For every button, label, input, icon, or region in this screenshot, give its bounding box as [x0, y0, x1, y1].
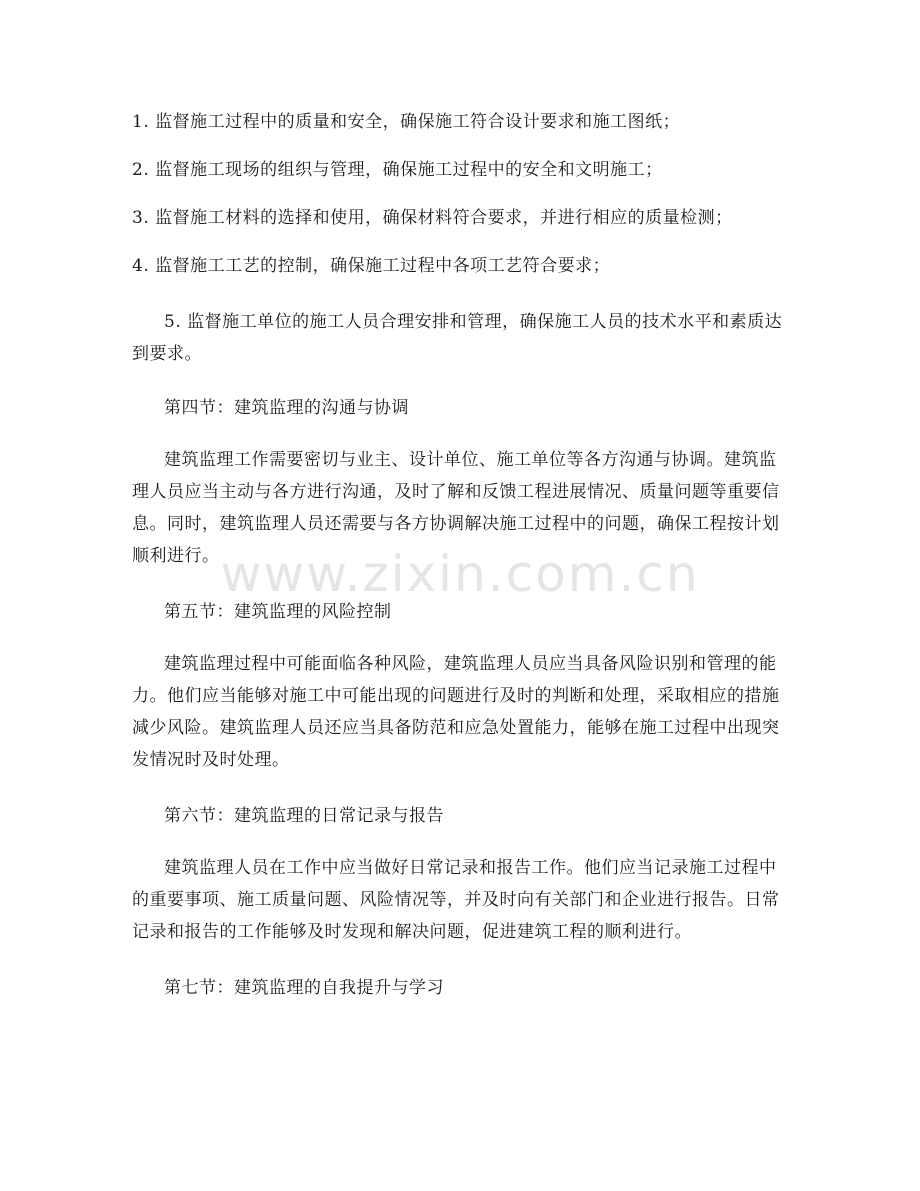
section-paragraph: 建筑监理工作需要密切与业主、设计单位、施工单位等各方沟通与协调。建筑监理人员应当主动与各方进行沟通，及时了解和反馈工程进展情况、质量问题等重要信息。同时，建筑监理人员还需要与各方协调解决施工过程中的问题，确保工程按计划顺利进行。 — [132, 450, 780, 566]
list-item: 3. 监督施工材料的选择和使用，确保材料符合要求，并进行相应的质量检测； — [132, 208, 733, 228]
section-heading: 第五节：建筑监理的风险控制 — [164, 602, 392, 622]
section-paragraph: 建筑监理过程中可能面临各种风险，建筑监理人员应当具备风险识别和管理的能力。他们应当能够对施工中可能出现的问题进行及时的判断和处理，采取相应的措施减少风险。建筑监理人员还应当具备防范和应急处置能力，能够在施工过程中出现突发情况时及时处理。 — [132, 654, 780, 770]
section-heading: 第四节：建筑监理的沟通与协调 — [164, 398, 409, 418]
section-heading: 第六节：建筑监理的日常记录与报告 — [164, 806, 444, 826]
section-paragraph: 建筑监理人员在工作中应当做好日常记录和报告工作。他们应当记录施工过程中的重要事项、施工质量问题、风险情况等，并及时向有关部门和企业进行报告。日常记录和报告的工作能够及时发现和解决问题，促进建筑工程的顺利进行。 — [132, 858, 780, 942]
list-item: 5. 监督施工单位的施工人员合理安排和管理，确保施工人员的技术水平和素质达到要求。 — [132, 312, 783, 364]
list-item: 1. 监督施工过程中的质量和安全，确保施工符合设计要求和施工图纸； — [132, 112, 681, 132]
list-item: 4. 监督施工工艺的控制，确保施工过程中各项工艺符合要求； — [132, 256, 611, 276]
list-item: 2. 监督施工现场的组织与管理，确保施工过程中的安全和文明施工； — [132, 160, 663, 180]
section-heading: 第七节：建筑监理的自我提升与学习 — [164, 978, 444, 998]
watermark: www.zixin.com.cn — [220, 545, 700, 603]
